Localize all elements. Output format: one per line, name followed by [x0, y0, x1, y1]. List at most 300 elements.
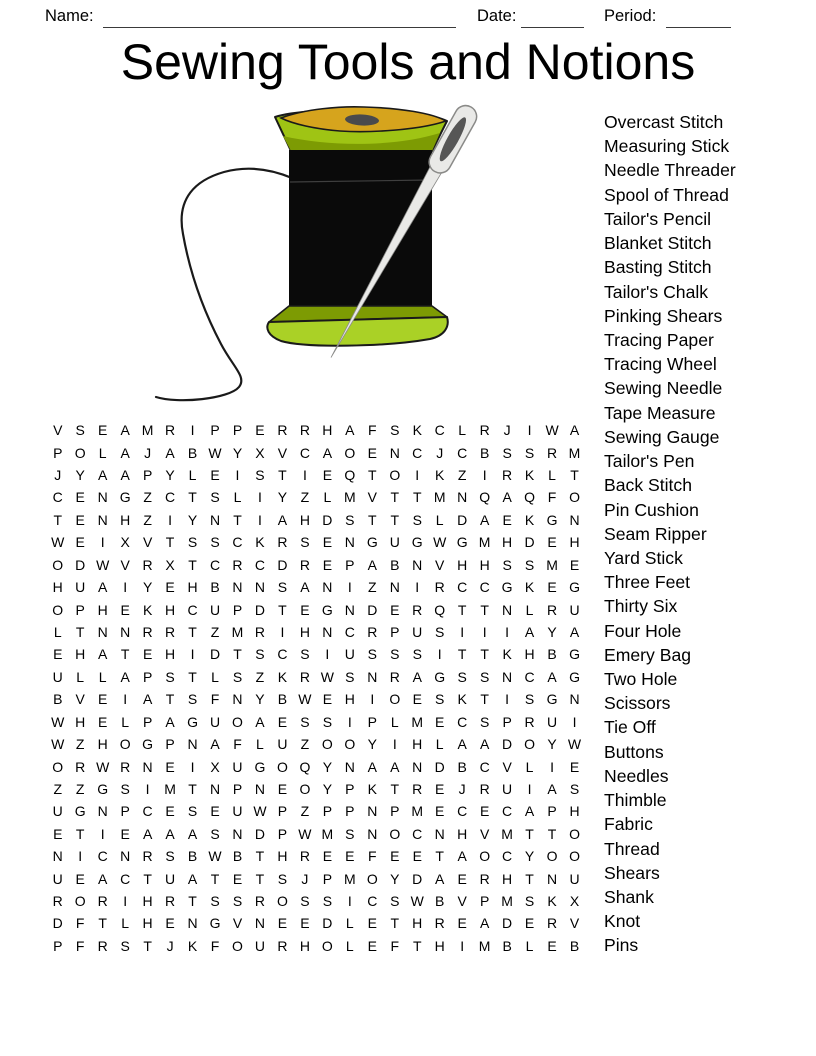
grid-letter: E: [457, 870, 467, 887]
grid-letter: S: [120, 937, 130, 954]
word-list-item: Thirty Six: [604, 596, 678, 617]
grid-letter: H: [322, 422, 333, 439]
grid-letter: N: [546, 870, 558, 887]
grid-letter: A: [300, 579, 310, 596]
grid-letter: E: [53, 825, 63, 842]
grid-letter: S: [232, 893, 243, 910]
grid-letter: I: [168, 511, 173, 528]
grid-letter: B: [435, 893, 445, 910]
word-list-item: Tie Off: [604, 717, 656, 738]
grid-letter: G: [411, 534, 423, 551]
grid-letter: O: [344, 736, 356, 753]
grid-letter: W: [51, 736, 65, 753]
grid-letter: S: [412, 646, 422, 663]
grid-letter: L: [548, 467, 556, 484]
grid-letter: K: [457, 691, 467, 708]
grid-letter: R: [299, 668, 310, 685]
grid-letter: R: [232, 556, 243, 573]
grid-letter: R: [142, 848, 153, 865]
grid-letter: C: [479, 758, 490, 775]
grid-letter: U: [165, 870, 176, 887]
grid-letter: P: [547, 803, 557, 820]
word-list-item: Tracing Wheel: [604, 354, 717, 375]
grid-letter: T: [412, 937, 422, 954]
grid-letter: P: [210, 422, 220, 439]
grid-letter: R: [142, 556, 153, 573]
grid-letter: A: [457, 848, 467, 865]
grid-letter: P: [277, 803, 288, 820]
grid-letter: F: [75, 915, 85, 932]
grid-letter: J: [166, 937, 174, 954]
grid-letter: V: [367, 489, 377, 506]
grid-letter: S: [300, 893, 310, 910]
word-list-item: Pinking Shears: [604, 305, 723, 326]
grid-letter: G: [254, 758, 266, 775]
grid-letter: D: [52, 915, 63, 932]
grid-letter: T: [188, 893, 197, 910]
grid-letter: N: [412, 556, 423, 573]
grid-letter: C: [479, 579, 490, 596]
grid-letter: I: [482, 467, 487, 484]
grid-letter: T: [188, 624, 197, 640]
grid-letter: W: [567, 736, 582, 753]
grid-letter: Y: [165, 467, 175, 484]
grid-letter: T: [525, 825, 534, 842]
grid-letter: K: [277, 668, 288, 685]
grid-letter: N: [367, 668, 378, 685]
grid-letter: O: [52, 601, 64, 618]
grid-letter: U: [277, 736, 288, 753]
grid-letter: E: [75, 489, 85, 506]
grid-letter: O: [389, 691, 401, 708]
grid-letter: N: [434, 825, 445, 842]
grid-letter: P: [75, 601, 85, 618]
grid-letter: Y: [142, 579, 153, 596]
grid-letter: N: [232, 579, 243, 596]
grid-letter: E: [502, 511, 512, 528]
grid-letter: Y: [547, 736, 557, 753]
grid-letter: T: [278, 601, 287, 618]
grid-letter: P: [53, 444, 63, 461]
grid-letter: H: [502, 534, 513, 551]
grid-letter: W: [298, 825, 312, 842]
grid-letter: S: [75, 422, 85, 439]
word-list-item: Overcast Stitch: [604, 112, 724, 132]
grid-letter: P: [345, 803, 355, 820]
grid-letter: O: [321, 736, 333, 753]
grid-letter: H: [142, 893, 153, 910]
grid-letter: E: [98, 713, 108, 730]
grid-letter: T: [120, 646, 130, 663]
grid-letter: A: [187, 825, 198, 842]
grid-letter: P: [345, 556, 355, 573]
grid-letter: E: [165, 579, 175, 596]
grid-letter: Q: [299, 758, 311, 775]
grid-letter: C: [344, 624, 355, 640]
grid-letter: G: [456, 534, 468, 551]
grid-letter: M: [568, 444, 581, 461]
word-list-item: Emery Bag: [604, 644, 692, 665]
grid-letter: V: [479, 825, 490, 842]
grid-letter: N: [367, 803, 378, 820]
grid-letter: T: [233, 511, 242, 528]
word-list-item: Back Stitch: [604, 475, 693, 496]
grid-letter: E: [435, 803, 445, 820]
grid-letter: M: [343, 489, 356, 506]
grid-letter: C: [97, 848, 108, 865]
grid-letter: S: [187, 534, 198, 551]
grid-letter: A: [479, 915, 490, 932]
grid-letter: Z: [75, 736, 85, 753]
grid-letter: P: [232, 601, 243, 618]
grid-letter: A: [390, 758, 400, 775]
grid-letter: M: [411, 713, 424, 730]
grid-letter: I: [78, 848, 83, 865]
grid-letter: E: [322, 691, 333, 708]
grid-letter: A: [277, 511, 288, 528]
grid-letter: I: [505, 691, 510, 708]
period-label: Period:: [604, 7, 657, 25]
grid-letter: G: [546, 691, 558, 708]
grid-letter: H: [52, 579, 63, 596]
grid-letter: M: [141, 422, 154, 439]
grid-letter: S: [435, 624, 445, 640]
grid-letter: U: [75, 579, 86, 596]
word-list-item: Scissors: [604, 693, 671, 714]
grid-letter: P: [390, 803, 400, 820]
grid-letter: Y: [547, 624, 557, 640]
grid-letter: I: [123, 691, 128, 708]
word-list-item: Knot: [604, 911, 641, 932]
grid-letter: I: [100, 534, 105, 551]
grid-letter: R: [412, 780, 423, 797]
grid-letter: R: [299, 422, 310, 439]
grid-letter: N: [52, 848, 63, 865]
grid-letter: M: [231, 624, 244, 640]
grid-letter: S: [255, 467, 265, 484]
grid-letter: N: [232, 691, 243, 708]
grid-letter: S: [502, 444, 512, 461]
grid-letter: B: [547, 646, 557, 663]
grid-letter: K: [547, 893, 557, 910]
grid-letter: A: [569, 422, 580, 439]
grid-letter: P: [322, 803, 333, 820]
grid-letter: C: [165, 489, 176, 506]
grid-letter: N: [232, 825, 243, 842]
grid-letter: L: [121, 915, 130, 932]
word-list-item: Sewing Needle: [604, 378, 723, 399]
grid-letter: I: [460, 624, 465, 640]
grid-letter: E: [345, 848, 355, 865]
grid-letter: A: [547, 668, 557, 685]
grid-letter: P: [390, 624, 400, 640]
grid-letter: N: [389, 579, 400, 596]
grid-letter: A: [479, 736, 490, 753]
grid-letter: R: [412, 601, 423, 618]
grid-letter: M: [478, 534, 491, 551]
grid-letter: N: [344, 758, 355, 775]
grid-letter: T: [457, 601, 467, 618]
grid-letter: S: [210, 534, 220, 551]
word-list-item: Pin Cushion: [604, 499, 699, 520]
grid-letter: I: [347, 579, 352, 596]
grid-letter: A: [165, 444, 175, 461]
grid-letter: H: [569, 534, 580, 551]
grid-letter: W: [51, 713, 65, 730]
grid-letter: D: [209, 646, 221, 663]
grid-letter: D: [254, 601, 266, 618]
grid-letter: V: [435, 556, 445, 573]
grid-letter: E: [165, 803, 175, 820]
grid-letter: L: [390, 713, 399, 730]
grid-letter: E: [120, 825, 130, 842]
grid-letter: H: [75, 713, 86, 730]
grid-letter: N: [322, 624, 333, 640]
grid-letter: D: [412, 870, 423, 887]
grid-letter: U: [52, 803, 63, 820]
grid-letter: U: [546, 713, 558, 730]
grid-letter: U: [344, 646, 355, 663]
grid-letter: N: [344, 601, 355, 618]
grid-letter: O: [74, 444, 86, 461]
grid-letter: A: [98, 870, 108, 887]
grid-letter: T: [480, 691, 489, 708]
grid-letter: I: [280, 624, 285, 640]
grid-letter: P: [142, 467, 153, 484]
grid-letter: I: [302, 467, 307, 484]
grid-letter: Y: [187, 511, 198, 528]
grid-letter: D: [367, 601, 378, 618]
grid-letter: G: [97, 780, 109, 797]
grid-letter: D: [322, 511, 333, 528]
grid-letter: H: [165, 646, 176, 663]
grid-letter: O: [232, 713, 243, 730]
grid-letter: O: [52, 758, 64, 775]
grid-letter: H: [457, 556, 468, 573]
grid-letter: Z: [143, 489, 152, 506]
grid-letter: Y: [367, 736, 377, 753]
grid-letter: D: [524, 534, 535, 551]
grid-letter: S: [457, 668, 467, 685]
grid-letter: C: [52, 489, 63, 506]
grid-letter: M: [164, 780, 176, 797]
grid-letter: R: [546, 444, 558, 461]
grid-letter: E: [435, 780, 445, 797]
word-list: [604, 110, 814, 958]
grid-letter: T: [368, 467, 377, 484]
grid-letter: W: [298, 691, 312, 708]
grid-letter: Z: [75, 780, 85, 797]
grid-letter: C: [299, 444, 310, 461]
grid-letter: A: [210, 736, 220, 753]
grid-letter: N: [502, 668, 513, 685]
grid-letter: R: [97, 893, 108, 910]
grid-letter: R: [479, 422, 490, 439]
grid-letter: A: [120, 467, 130, 484]
grid-letter: V: [53, 422, 63, 439]
grid-letter: A: [165, 713, 175, 730]
grid-letter: T: [480, 601, 489, 618]
grid-letter: R: [524, 713, 535, 730]
word-search-grid: [47, 419, 586, 957]
grid-letter: A: [98, 646, 108, 663]
grid-letter: R: [254, 893, 266, 910]
grid-letter: B: [457, 758, 467, 775]
grid-letter: R: [97, 937, 108, 954]
grid-letter: H: [412, 736, 423, 753]
grid-letter: U: [209, 601, 221, 618]
grid-letter: S: [300, 534, 310, 551]
spool-thread-body: [289, 150, 432, 308]
grid-letter: C: [457, 579, 468, 596]
grid-letter: T: [53, 511, 63, 528]
grid-letter: N: [97, 624, 108, 640]
page-title: Sewing Tools and Notions: [120, 34, 696, 90]
grid-letter: T: [165, 691, 175, 708]
grid-letter: S: [367, 646, 377, 663]
grid-letter: A: [435, 870, 445, 887]
grid-letter: E: [98, 422, 108, 439]
grid-letter: T: [143, 870, 152, 887]
grid-letter: S: [390, 893, 400, 910]
grid-letter: C: [412, 444, 423, 461]
grid-letter: T: [390, 915, 400, 932]
grid-letter: A: [98, 579, 108, 596]
grid-letter: X: [210, 758, 220, 775]
grid-letter: V: [569, 915, 580, 932]
grid-letter: L: [345, 937, 354, 954]
grid-letter: O: [232, 937, 243, 954]
grid-letter: Y: [322, 758, 333, 775]
grid-letter: O: [276, 758, 288, 775]
grid-letter: Q: [344, 467, 356, 484]
grid-letter: I: [527, 422, 532, 439]
grid-letter: N: [209, 511, 221, 528]
grid-letter: I: [415, 579, 420, 596]
grid-letter: T: [255, 870, 265, 887]
grid-letter: R: [142, 624, 153, 640]
grid-letter: G: [569, 668, 580, 685]
grid-letter: S: [435, 691, 445, 708]
grid-letter: D: [254, 825, 266, 842]
grid-letter: E: [524, 915, 535, 932]
grid-letter: S: [524, 893, 535, 910]
grid-letter: S: [300, 713, 310, 730]
grid-letter: N: [120, 624, 131, 640]
grid-letter: E: [547, 579, 557, 596]
grid-letter: N: [254, 579, 266, 596]
grid-letter: I: [460, 937, 465, 954]
grid-letter: D: [277, 556, 288, 573]
grid-letter: I: [392, 736, 397, 753]
grid-letter: G: [434, 668, 446, 685]
grid-letter: H: [142, 915, 153, 932]
grid-letter: I: [190, 422, 195, 439]
grid-letter: S: [232, 668, 243, 685]
grid-letter: T: [390, 489, 400, 506]
date-blank-line[interactable]: [521, 9, 584, 28]
grid-letter: E: [142, 646, 153, 663]
grid-letter: C: [142, 803, 153, 820]
grid-letter: G: [569, 579, 580, 596]
grid-letter: H: [299, 937, 310, 954]
name-blank-line[interactable]: [103, 9, 456, 28]
grid-letter: B: [210, 579, 220, 596]
grid-letter: A: [255, 713, 265, 730]
grid-letter: I: [123, 579, 128, 596]
grid-letter: A: [569, 624, 580, 640]
grid-letter: E: [457, 915, 467, 932]
grid-letter: G: [546, 511, 558, 528]
grid-letter: F: [368, 422, 377, 439]
grid-letter: E: [367, 937, 377, 954]
grid-letter: E: [569, 556, 580, 573]
grid-letter: P: [322, 870, 333, 887]
grid-letter: U: [52, 870, 63, 887]
grid-letter: J: [436, 444, 444, 461]
word-list-item: Buttons: [604, 741, 664, 762]
grid-letter: L: [525, 601, 534, 618]
grid-letter: C: [502, 803, 513, 820]
grid-letter: M: [321, 825, 334, 842]
grid-letter: F: [210, 691, 220, 708]
grid-letter: S: [322, 713, 333, 730]
grid-letter: U: [502, 780, 513, 797]
grid-letter: P: [120, 803, 130, 820]
grid-letter: C: [120, 870, 131, 887]
grid-letter: T: [188, 489, 197, 506]
grid-letter: E: [367, 444, 377, 461]
grid-letter: R: [254, 624, 266, 640]
grid-letter: O: [366, 870, 378, 887]
grid-letter: T: [255, 848, 265, 865]
word-list-item: Pins: [604, 935, 639, 956]
grid-letter: N: [502, 601, 513, 618]
grid-letter: F: [368, 848, 377, 865]
grid-letter: K: [524, 511, 535, 528]
grid-letter: E: [75, 534, 85, 551]
grid-letter: R: [277, 534, 288, 551]
grid-letter: A: [479, 511, 490, 528]
grid-letter: V: [142, 534, 153, 551]
grid-letter: E: [53, 646, 63, 663]
grid-letter: L: [345, 915, 354, 932]
grid-letter: D: [75, 556, 86, 573]
word-list-item: Shears: [604, 862, 660, 883]
grid-letter: E: [367, 915, 377, 932]
grid-letter: T: [435, 848, 444, 865]
period-blank-line[interactable]: [666, 9, 731, 28]
grid-letter: S: [120, 780, 130, 797]
grid-letter: T: [188, 556, 197, 573]
grid-letter: P: [345, 780, 355, 797]
grid-letter: H: [457, 825, 468, 842]
grid-letter: S: [187, 691, 198, 708]
grid-letter: C: [457, 444, 468, 461]
grid-letter: X: [569, 893, 580, 910]
grid-letter: S: [345, 668, 355, 685]
grid-letter: G: [569, 646, 580, 663]
grid-letter: S: [524, 556, 535, 573]
word-list-item: Tape Measure: [604, 402, 716, 423]
grid-letter: Y: [232, 444, 243, 461]
grid-letter: W: [253, 803, 267, 820]
grid-letter: L: [211, 668, 219, 685]
grid-letter: W: [51, 534, 65, 551]
grid-letter: R: [502, 467, 513, 484]
word-list-item: Tailor's Pencil: [604, 208, 712, 229]
word-list-item: Measuring Stick: [604, 136, 730, 157]
